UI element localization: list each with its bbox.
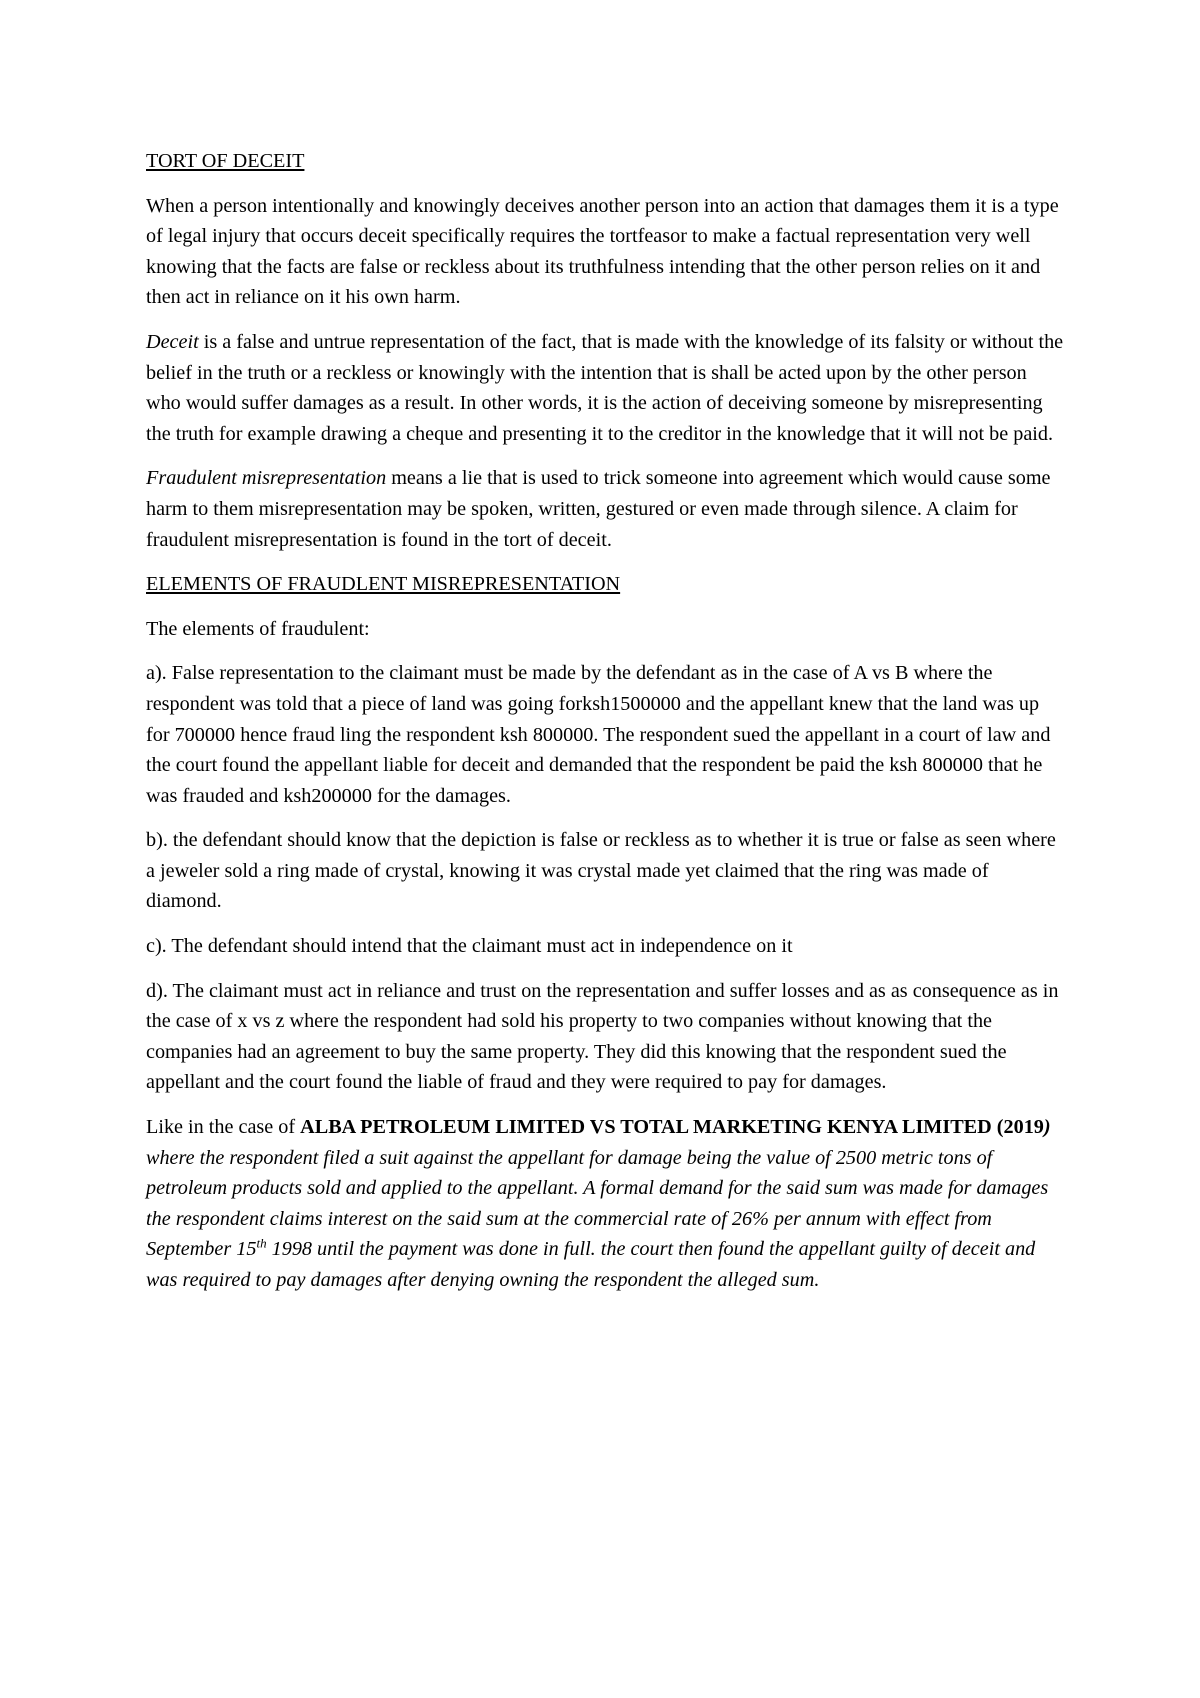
deceit-term: Deceit	[146, 330, 199, 353]
elements-intro: The elements of fraudulent:	[146, 617, 370, 640]
case-name: ALBA PETROLEUM LIMITED VS TOTAL MARKETING KENYA LIMITED (2019	[300, 1116, 1044, 1139]
case-paren: )	[1043, 1116, 1051, 1139]
case-paragraph	[146, 1112, 1066, 1296]
element-b: b). the defendant should know that the depiction is false or reckless as to whether it is true or false as seen where a jeweler sold a ring made of crystal, knowing it was crystal made yet claimed that the ring was made of diamond.	[146, 829, 1056, 913]
case-lead: Like in the case of	[146, 1116, 301, 1139]
case-body-after: 1998 until the payment was done in full. the court then found the appellant guilty of deceit and was required to pay damages after denying owning the respondent the alleged sum.	[146, 1238, 1036, 1291]
deceit-definition-text: is a false and untrue representation of the fact, that is made with the knowledge of its falsity or without the belief in the truth or a reckless or knowingly with the intention that is shall be acted upon by the other person who would suffer damages as a result. In other words, it is the action of deceiving someone by misrepresenting the truth for example drawing a cheque and presenting it to the creditor in the knowledge that it will not be paid.	[146, 330, 1064, 445]
document-title: TORT OF DECEIT	[146, 150, 305, 172]
case-superscript: th	[256, 1235, 267, 1251]
element-c: c). The defendant should intend that the claimant must act in independence on it	[146, 935, 793, 958]
elements-heading: ELEMENTS OF FRAUDLENT MISREPRESENTATION	[146, 573, 621, 596]
element-a: a). False representation to the claimant must be made by the defendant as in the case of A vs B where the respondent was told that a piece of land was going forksh1500000 and the appellant knew that the land was up for 700000 hence fraud ling the respondent ksh 800000. The respondent sued the appellant in a court of law and the court found the appellant liable for deceit and demanded that the respondent be paid the ksh 800000 that he was frauded and ksh200000 for the damages.	[146, 662, 1051, 807]
deceit-definition-paragraph	[146, 327, 1066, 449]
element-d: d). The claimant must act in reliance and trust on the representation and suffer losses and as as consequence as in the case of x vs z where the respondent had sold his property to two companies without knowing that the companies had an agreement to buy the same property. They did this knowing that the respondent sued the appellant and the court found the liable of fraud and they were required to pay for damages.	[146, 979, 1059, 1094]
fraud-definition-text: means a lie that is used to trick someone into agreement which would cause some harm to them misrepresentation may be spoken, written, gestured or even made through silence. A claim for fraudulent misrepresentation is found in the tort of deceit.	[146, 467, 1051, 551]
case-body-before: where the respondent filed a suit against the appellant for damage being the value of 2500 metric tons of petroleum products sold and applied to the appellant. A formal demand for the said sum was made for damages the respondent claims interest on the said sum at the commercial rate of 26% per annum with effect from September 15	[146, 1146, 1049, 1261]
fraud-definition-paragraph	[146, 463, 1066, 555]
document-body	[146, 146, 1066, 1310]
intro-paragraph: When a person intentionally and knowingly deceives another person into an action that damages them it is a type of legal injury that occurs deceit specifically requires the tortfeasor to make a factual representation very well knowing that the facts are false or reckless about its truthfulness intending that the other person relies on it and then act in reliance on it his own harm.	[146, 194, 1059, 309]
fraud-term: Fraudulent misrepresentation	[146, 467, 387, 490]
